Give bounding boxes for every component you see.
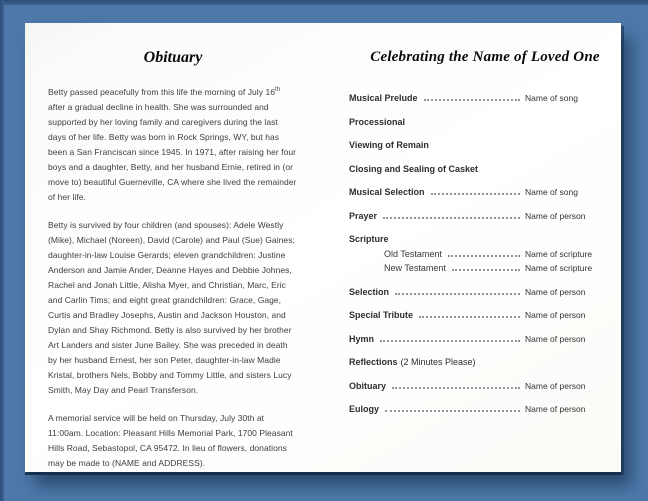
- service-item-scripture-group: [349, 233, 621, 274]
- service-item-value: Name of person: [525, 310, 586, 320]
- order-of-service-page: [349, 49, 621, 415]
- service-item-scripture: [349, 233, 621, 245]
- service-item-value: Name of person: [525, 286, 586, 297]
- service-subitem-value: Name of scripture: [525, 248, 593, 259]
- service-item-value: Name of person: [525, 404, 586, 414]
- service-item-value: Name of song: [525, 187, 578, 197]
- dotted-leader: [452, 269, 520, 271]
- obituary-page: [48, 49, 298, 472]
- service-item-label: Scripture: [349, 234, 389, 244]
- service-item-label: Hymn: [349, 333, 375, 344]
- service-item-musical-prelude: [349, 92, 621, 104]
- service-item-label: Eulogy: [349, 404, 380, 414]
- order-of-service-title: Celebrating the Name of Loved One: [370, 49, 600, 65]
- service-item-label: Musical Prelude: [349, 93, 418, 103]
- obituary-paragraph-3: A memorial service will be held on Thursday, July 30th at 11:00am. Location: Pleasant Hills Memorial Park, 1700 Pleasant Hills Road, Sebastopol, CA 95472. In lieu of flowers, donations may be made to (NAME and ADDRESS).: [48, 413, 293, 468]
- service-item-label: Processional: [349, 116, 406, 127]
- service-item-value: Name of song: [525, 93, 578, 103]
- service-item-label: Special Tribute: [349, 310, 414, 320]
- dotted-leader: [380, 340, 520, 342]
- dotted-leader: [383, 217, 520, 219]
- service-item-hymn: [349, 333, 621, 345]
- superscript-th: th: [275, 87, 281, 94]
- dotted-leader: [392, 387, 520, 389]
- service-item-special-tribute: [349, 309, 621, 321]
- service-item-obituary: [349, 380, 621, 392]
- service-item-label: Obituary: [349, 380, 387, 391]
- obituary-paragraph-2: Betty is survived by four children (and spouses): Adele Westly (Mike), Michael (Noreen), David (Carole) and Paul (Sue) Gaines; daughter-in-law Louise Gerards; eleven grandchildren: Justine Anderson and Jamie Ander, Deanne Hayes and Debbie Johnes, Rachel and Jonah Little, Alisha Myer, and Christian, Marc, Eric and Carlin Tims; and eight great grandchildren: Grace, Gage, Curtis and Bradley Josephs, Austin and Jackson Houston, and Dylan and Shay Richmond. Betty is also survived by her brother Art Landers and sister June Bailey. She was preceded in death by her husband Ernest, her son Peter, daughter-in-law Madie Kristal, brothers Nels, Bobby and Tommy Little, and sisters Lucy Smith, May Day and Pearl Transferson.: [48, 220, 295, 395]
- background-top-edge: [0, 0, 648, 5]
- service-subitem-new-testament: [349, 262, 621, 274]
- service-item-value: Name of person: [525, 380, 586, 391]
- service-item-suffix: (2 Minutes Please): [400, 357, 476, 367]
- dotted-leader: [424, 99, 520, 101]
- service-subitem-old-testament: [349, 248, 621, 260]
- dotted-leader: [431, 193, 520, 195]
- order-of-service-list: [349, 92, 621, 415]
- background-left-edge: [0, 0, 4, 501]
- service-subitem-value: Name of scripture: [525, 263, 593, 273]
- dotted-leader: [385, 410, 520, 412]
- service-subitem-label: Old Testament: [384, 248, 442, 259]
- service-item-viewing-of-remain: [349, 139, 621, 151]
- service-item-prayer: [349, 210, 621, 222]
- service-item-selection: [349, 286, 621, 298]
- service-subitem-label: New Testament: [384, 263, 446, 273]
- program-paper-sheet: [25, 23, 621, 472]
- service-item-eulogy: [349, 403, 621, 415]
- obituary-body: [48, 85, 298, 471]
- dotted-leader: [448, 255, 520, 257]
- service-item-reflections: [349, 356, 621, 368]
- service-item-label: Prayer: [349, 210, 378, 221]
- obituary-title: Obituary: [143, 49, 203, 66]
- dotted-leader: [395, 293, 520, 295]
- service-item-musical-selection: [349, 186, 621, 198]
- service-item-label: Selection: [349, 286, 390, 297]
- dotted-leader: [419, 316, 520, 318]
- service-item-processional: [349, 116, 621, 128]
- obituary-paragraph-1: Betty passed peacefully from this life the morning of July 16th after a gradual decline in health. She was surrounded and supported by her loving family and caregivers during the last days of her life. Betty was born in Rock Springs, WY, but has been a San Franciscan since 1945. In 1971, after raising her four boys and a daughter, Betty, and her husband Ernie, retired in (or move to) beautiful Guerneville, CA where she lived the remainder of her life.: [48, 87, 297, 202]
- service-item-label: Musical Selection: [349, 187, 425, 197]
- service-item-closing-and-sealing: [349, 163, 621, 175]
- service-item-label: Closing and Sealing of Casket: [349, 163, 479, 174]
- service-item-label: Viewing of Remain: [349, 140, 429, 150]
- service-item-value: Name of person: [525, 210, 586, 221]
- service-item-value: Name of person: [525, 333, 586, 344]
- service-item-label: Reflections: [349, 357, 398, 367]
